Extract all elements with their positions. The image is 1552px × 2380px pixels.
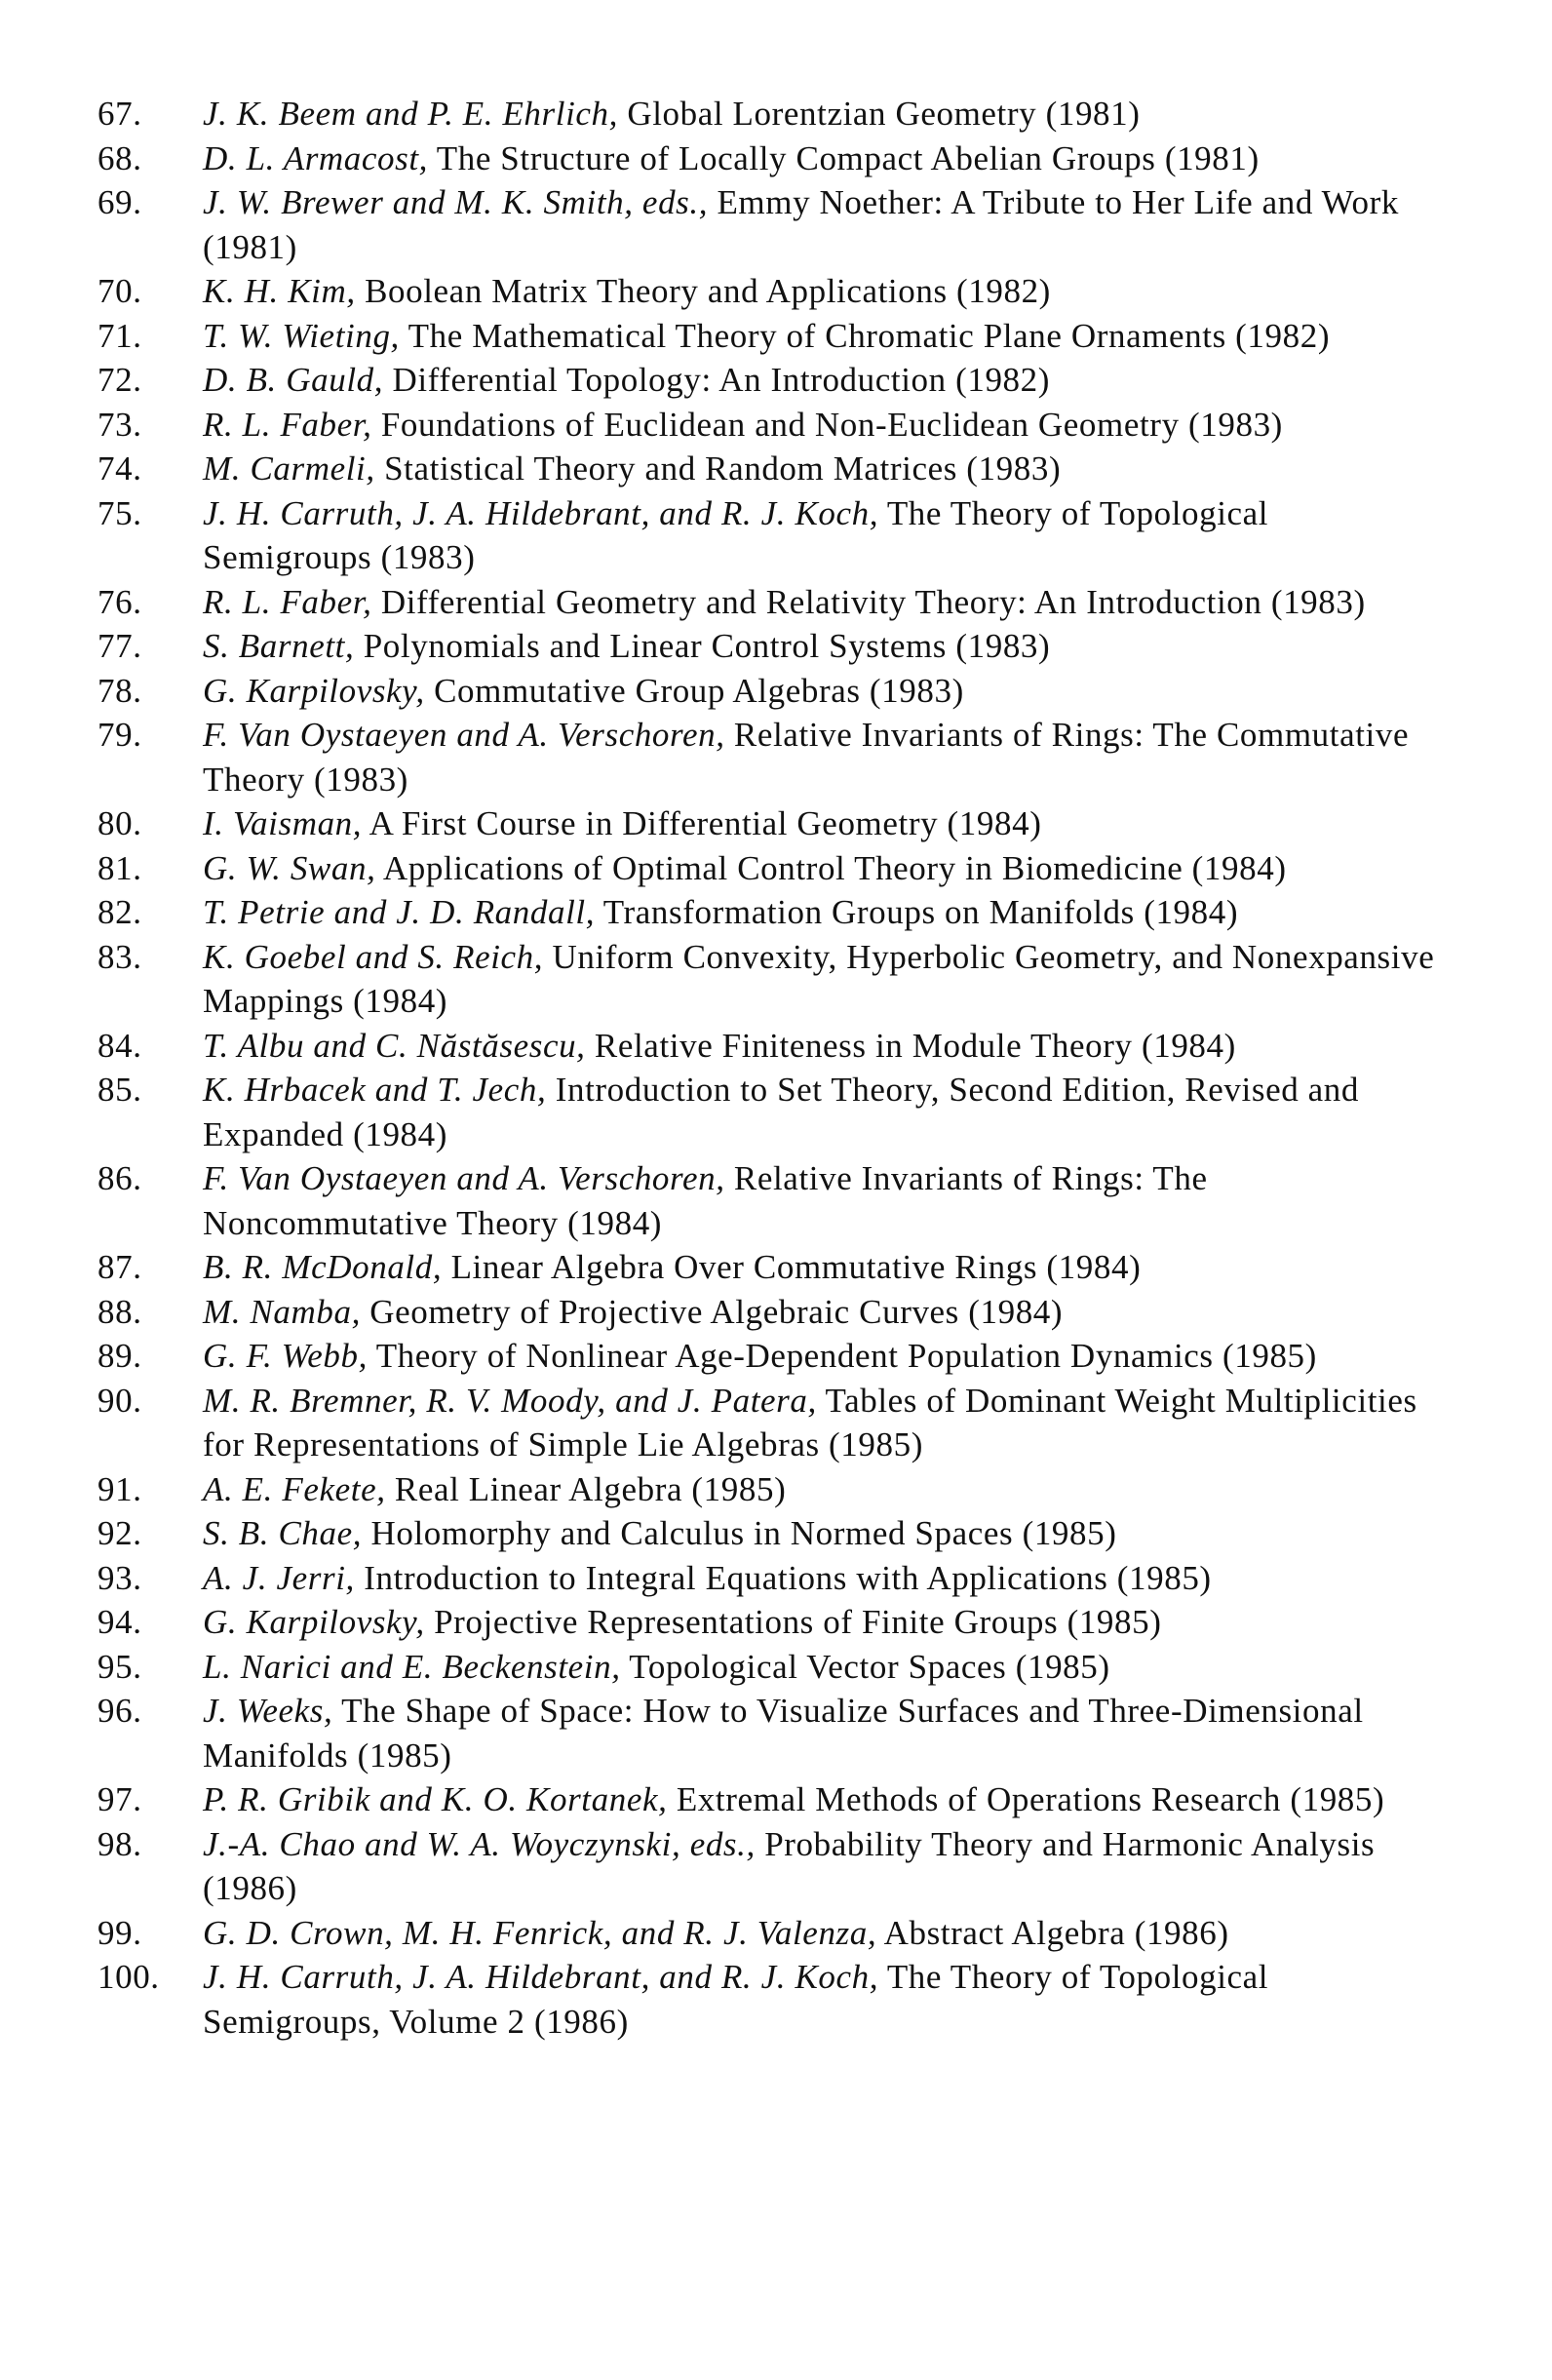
list-item <box>97 1467 1462 1512</box>
entry-number: 68. <box>97 138 142 177</box>
entry-number: 81. <box>97 848 142 887</box>
entry-authors: M. Namba, <box>203 1292 361 1331</box>
entry-authors: F. Van Oystaeyen and A. Verschoren, <box>203 716 725 754</box>
list-item <box>97 314 1462 359</box>
entry-title: The Theory of Topological Semigroups, Volume 2 (1986) <box>203 1958 1269 2041</box>
entry-title: Theory of Nonlinear Age-Dependent Population Dynamics (1985) <box>375 1337 1317 1375</box>
entry-body <box>203 1511 1439 1556</box>
list-item <box>97 1245 1462 1290</box>
entry-title: Applications of Optimal Control Theory in Biomedicine (1984) <box>382 848 1287 887</box>
list-item <box>97 1024 1462 1069</box>
list-item <box>97 1290 1462 1335</box>
entry-authors: R. L. Faber, <box>203 582 372 621</box>
list-item <box>97 1556 1462 1601</box>
entry-title: Commutative Group Algebras (1983) <box>434 671 964 710</box>
list-item <box>97 447 1462 491</box>
entry-authors: G. D. Crown, M. H. Fenrick, and R. J. Valenza, <box>203 1913 877 1952</box>
entry-number: 71. <box>97 316 142 355</box>
entry-authors: T. Albu and C. Năstăsescu, <box>203 1026 586 1065</box>
list-item <box>97 180 1462 269</box>
entry-body <box>203 713 1439 801</box>
entry-title: Relative Finiteness in Module Theory (1984) <box>594 1026 1236 1065</box>
entry-body <box>203 1600 1439 1645</box>
entry-title: Holomorphy and Calculus in Normed Spaces (1985) <box>370 1514 1117 1552</box>
list-item <box>97 935 1462 1024</box>
entry-body <box>203 1689 1439 1777</box>
entry-body <box>203 890 1439 935</box>
entry-body <box>203 1245 1439 1290</box>
entry-authors: G. Karpilovsky, <box>203 671 425 710</box>
entry-number: 86. <box>97 1159 142 1197</box>
list-item <box>97 580 1462 625</box>
entry-body <box>203 669 1439 714</box>
entry-body <box>203 1822 1439 1911</box>
entry-body <box>203 1024 1439 1069</box>
entry-number: 74. <box>97 449 142 488</box>
entry-number: 77. <box>97 627 142 665</box>
entry-title: Differential Geometry and Relativity Theory: An Introduction (1983) <box>380 582 1366 621</box>
entry-body <box>203 314 1439 359</box>
entry-number: 89. <box>97 1337 142 1375</box>
entry-authors: J. H. Carruth, J. A. Hildebrant, and R. J. Koch, <box>203 493 879 532</box>
entry-authors: J. H. Carruth, J. A. Hildebrant, and R. J. Koch, <box>203 1958 879 1996</box>
entry-number: 78. <box>97 671 142 710</box>
series-list <box>97 92 1462 2044</box>
entry-body <box>203 1777 1439 1822</box>
entry-body <box>203 1556 1439 1601</box>
entry-authors: G. W. Swan, <box>203 848 376 887</box>
entry-number: 84. <box>97 1026 142 1065</box>
list-item <box>97 846 1462 891</box>
entry-number: 99. <box>97 1913 142 1952</box>
entry-title: Transformation Groups on Manifolds (1984) <box>602 893 1239 931</box>
entry-authors: F. Van Oystaeyen and A. Verschoren, <box>203 1159 725 1197</box>
entry-authors: S. B. Chae, <box>203 1514 363 1552</box>
entry-authors: K. H. Kim, <box>203 272 356 310</box>
list-item <box>97 1379 1462 1467</box>
entry-number: 88. <box>97 1292 142 1331</box>
list-item <box>97 1156 1462 1245</box>
entry-body <box>203 1645 1439 1690</box>
entry-authors: K. Hrbacek and T. Jech, <box>203 1071 547 1109</box>
entry-body <box>203 358 1439 403</box>
entry-authors: J. Weeks, <box>203 1692 333 1730</box>
entry-body <box>203 1334 1439 1379</box>
list-item <box>97 713 1462 801</box>
entry-title: Probability Theory and Harmonic Analysis (1986) <box>203 1824 1376 1907</box>
entry-number: 100. <box>97 1958 160 1996</box>
entry-title: Tables of Dominant Weight Multiplicities for Representations of Simple Lie Algebras (1985) <box>203 1381 1417 1463</box>
entry-body <box>203 580 1439 625</box>
entry-authors: D. B. Gauld, <box>203 361 384 399</box>
list-item <box>97 1645 1462 1690</box>
entry-body <box>203 1290 1439 1335</box>
entry-body <box>203 801 1439 846</box>
entry-authors: B. R. McDonald, <box>203 1248 443 1286</box>
entry-title: Projective Representations of Finite Groups (1985) <box>434 1603 1162 1641</box>
entry-number: 98. <box>97 1824 142 1863</box>
entry-title: Foundations of Euclidean and Non-Euclidean Geometry (1983) <box>380 405 1283 444</box>
entry-title: The Structure of Locally Compact Abelian Groups (1981) <box>436 138 1260 177</box>
entry-authors: A. E. Fekete, <box>203 1469 386 1508</box>
entry-body <box>203 403 1439 448</box>
entry-body <box>203 624 1439 669</box>
list-item <box>97 1068 1462 1156</box>
entry-body <box>203 1156 1439 1245</box>
entry-body <box>203 269 1439 314</box>
entry-title: The Mathematical Theory of Chromatic Plane Ornaments (1982) <box>407 316 1331 355</box>
list-item <box>97 1911 1462 1956</box>
entry-title: Geometry of Projective Algebraic Curves (1984) <box>369 1292 1064 1331</box>
entry-authors: T. Petrie and J. D. Randall, <box>203 893 596 931</box>
entry-title: Emmy Noether: A Tribute to Her Life and Work (1981) <box>203 183 1399 266</box>
entry-number: 70. <box>97 272 142 310</box>
entry-body <box>203 92 1439 137</box>
entry-body <box>203 180 1439 269</box>
entry-authors: S. Barnett, <box>203 627 355 665</box>
entry-body <box>203 846 1439 891</box>
entry-number: 92. <box>97 1514 142 1552</box>
list-item <box>97 890 1462 935</box>
entry-number: 76. <box>97 582 142 621</box>
list-item <box>97 92 1462 137</box>
list-item <box>97 624 1462 669</box>
list-item <box>97 1822 1462 1911</box>
entry-number: 85. <box>97 1071 142 1109</box>
entry-number: 95. <box>97 1647 142 1686</box>
entry-number: 69. <box>97 183 142 221</box>
entry-title: Statistical Theory and Random Matrices (1983) <box>384 449 1062 488</box>
entry-title: Relative Invariants of Rings: The Commutative Theory (1983) <box>203 716 1410 799</box>
entry-body <box>203 935 1439 1024</box>
entry-title: Extremal Methods of Operations Research (1985) <box>676 1780 1385 1818</box>
entry-title: Uniform Convexity, Hyperbolic Geometry, and Nonexpansive Mappings (1984) <box>203 937 1435 1020</box>
entry-number: 73. <box>97 405 142 444</box>
list-item <box>97 1777 1462 1822</box>
entry-number: 80. <box>97 804 142 842</box>
entry-authors: G. Karpilovsky, <box>203 1603 425 1641</box>
list-item <box>97 801 1462 846</box>
entry-authors: R. L. Faber, <box>203 405 372 444</box>
entry-number: 96. <box>97 1692 142 1730</box>
entry-number: 72. <box>97 361 142 399</box>
list-item <box>97 1955 1462 2044</box>
entry-number: 93. <box>97 1558 142 1597</box>
entry-number: 75. <box>97 493 142 532</box>
entry-authors: L. Narici and E. Beckenstein, <box>203 1647 621 1686</box>
entry-body <box>203 1068 1439 1156</box>
entry-body <box>203 1911 1439 1956</box>
entry-authors: I. Vaisman, <box>203 804 363 842</box>
list-item <box>97 137 1462 181</box>
entry-body <box>203 491 1439 580</box>
entry-authors: G. F. Webb, <box>203 1337 368 1375</box>
entry-number: 90. <box>97 1381 142 1420</box>
list-item <box>97 269 1462 314</box>
entry-body <box>203 137 1439 181</box>
entry-authors: J.-A. Chao and W. A. Woyczynski, eds., <box>203 1824 756 1863</box>
entry-authors: P. R. Gribik and K. O. Kortanek, <box>203 1780 668 1818</box>
list-item <box>97 403 1462 448</box>
entry-number: 82. <box>97 893 142 931</box>
list-item <box>97 491 1462 580</box>
entry-title: Relative Invariants of Rings: The Noncommutative Theory (1984) <box>203 1159 1208 1242</box>
list-item <box>97 1334 1462 1379</box>
list-item <box>97 1511 1462 1556</box>
entry-title: Boolean Matrix Theory and Applications (1982) <box>365 272 1051 310</box>
entry-title: Real Linear Algebra (1985) <box>394 1469 787 1508</box>
entry-number: 87. <box>97 1248 142 1286</box>
entry-title: Linear Algebra Over Commutative Rings (1984) <box>450 1248 1142 1286</box>
list-item <box>97 1600 1462 1645</box>
entry-body <box>203 1379 1439 1467</box>
entry-body <box>203 447 1439 491</box>
entry-title: Polynomials and Linear Control Systems (1983) <box>363 627 1051 665</box>
entry-authors: M. Carmeli, <box>203 449 375 488</box>
entry-title: The Shape of Space: How to Visualize Surfaces and Three-Dimensional Manifolds (1985) <box>203 1692 1364 1775</box>
entry-authors: T. W. Wieting, <box>203 316 400 355</box>
entry-authors: A. J. Jerri, <box>203 1558 355 1597</box>
list-item <box>97 1689 1462 1777</box>
entry-authors: K. Goebel and S. Reich, <box>203 937 544 976</box>
list-item <box>97 358 1462 403</box>
entry-body <box>203 1955 1439 2044</box>
entry-title: A First Course in Differential Geometry (1984) <box>369 804 1042 842</box>
entry-title: The Theory of Topological Semigroups (1983) <box>203 493 1269 576</box>
entry-title: Abstract Algebra (1986) <box>883 1913 1229 1952</box>
entry-title: Differential Topology: An Introduction (1982) <box>392 361 1051 399</box>
entry-number: 97. <box>97 1780 142 1818</box>
entry-authors: J. W. Brewer and M. K. Smith, eds., <box>203 183 709 221</box>
entry-number: 79. <box>97 716 142 754</box>
entry-number: 67. <box>97 95 142 133</box>
entry-authors: D. L. Armacost, <box>203 138 429 177</box>
entry-number: 83. <box>97 937 142 976</box>
entry-body <box>203 1467 1439 1512</box>
entry-authors: M. R. Bremner, R. V. Moody, and J. Patera, <box>203 1381 817 1420</box>
entry-authors: J. K. Beem and P. E. Ehrlich, <box>203 95 618 133</box>
entry-title: Introduction to Integral Equations with Applications (1985) <box>364 1558 1212 1597</box>
entry-number: 94. <box>97 1603 142 1641</box>
entry-title: Topological Vector Spaces (1985) <box>629 1647 1110 1686</box>
list-item <box>97 669 1462 714</box>
entry-title: Introduction to Set Theory, Second Edition, Revised and Expanded (1984) <box>203 1071 1359 1153</box>
entry-number: 91. <box>97 1469 142 1508</box>
entry-title: Global Lorentzian Geometry (1981) <box>627 95 1141 133</box>
